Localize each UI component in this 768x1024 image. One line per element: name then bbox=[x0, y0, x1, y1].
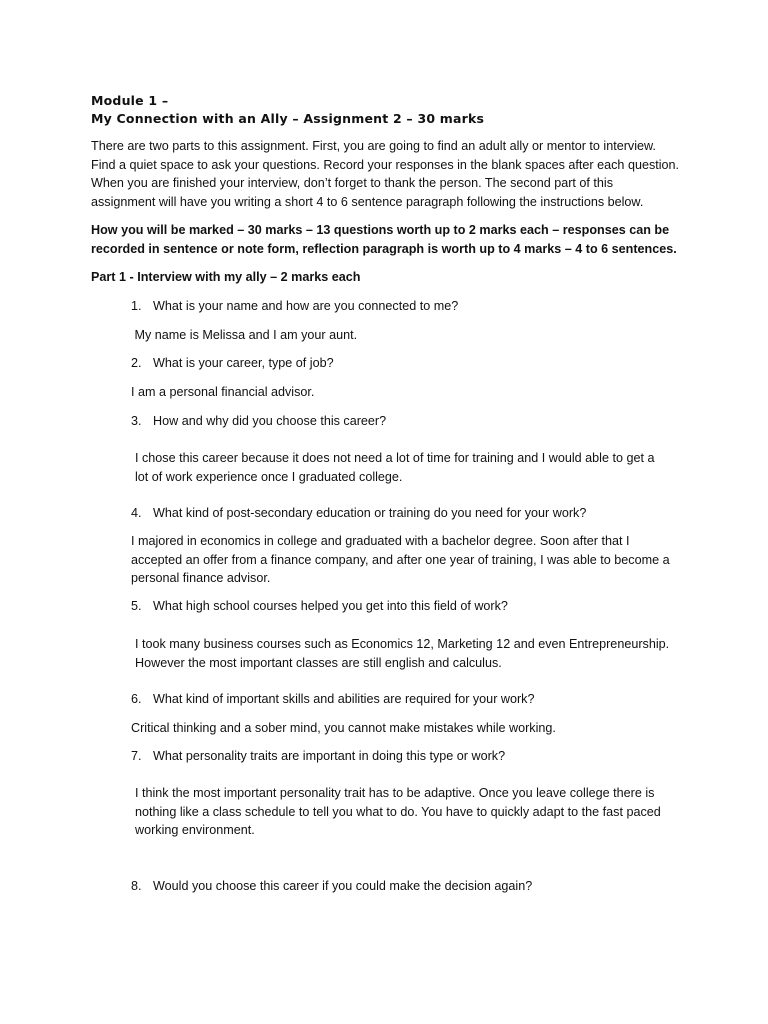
question-text: What high school courses helped you get into this field of work? bbox=[153, 599, 508, 613]
answer-line: personal finance advisor. bbox=[131, 571, 271, 586]
answer-line: working environment. bbox=[135, 823, 255, 838]
question-1 bbox=[131, 297, 691, 316]
question-number: 3. bbox=[131, 414, 142, 428]
question-number: 8. bbox=[131, 879, 142, 893]
question-text: What kind of post-secondary education or training do you need for your work? bbox=[153, 506, 587, 520]
question-8 bbox=[131, 877, 691, 896]
question-number: 2. bbox=[131, 356, 142, 370]
answer-line: accepted an offer from a finance company, and after one year of training, I was able to become a bbox=[131, 552, 670, 567]
question-text: Would you choose this career if you could make the decision again? bbox=[153, 879, 533, 893]
answer-line: I chose this career because it does not need a lot of time for training and I would able to get a bbox=[135, 451, 655, 465]
answer-5 bbox=[135, 635, 695, 672]
answer-line: I am a personal financial advisor. bbox=[131, 385, 315, 399]
module-title: Module 1 – bbox=[91, 93, 169, 108]
question-text: What kind of important skills and abilities are required for your work? bbox=[153, 692, 535, 706]
answer-2 bbox=[131, 383, 691, 402]
marking-line: recorded in sentence or note form, reflection paragraph is worth up to 4 marks – 4 to 6 sentences. bbox=[91, 241, 677, 256]
intro-line: There are two parts to this assignment. First, you are going to find an adult ally or mentor to interview. bbox=[91, 139, 656, 153]
answer-7 bbox=[135, 784, 695, 840]
question-text: What is your career, type of job? bbox=[153, 356, 334, 370]
answer-line: However the most important classes are still english and calculus. bbox=[135, 655, 502, 670]
intro-paragraph bbox=[91, 137, 691, 211]
question-number: 6. bbox=[131, 692, 142, 706]
intro-line: When you are finished your interview, don’t forget to thank the person. The second part of this bbox=[91, 176, 614, 191]
question-number: 7. bbox=[131, 749, 142, 763]
assignment-title: My Connection with an Ally – Assignment 2 – 30 marks bbox=[91, 111, 485, 126]
question-5 bbox=[131, 597, 691, 616]
marking-paragraph bbox=[91, 221, 691, 258]
marking-line: How you will be marked – 30 marks – 13 questions worth up to 2 marks each – responses can be bbox=[91, 223, 670, 237]
answer-line: lot of work experience once I graduated college. bbox=[135, 469, 403, 484]
question-7 bbox=[131, 747, 691, 766]
part1-title: Part 1 - Interview with my ally – 2 marks each bbox=[91, 270, 361, 284]
question-4 bbox=[131, 504, 691, 523]
answer-line: I think the most important personality trait has to be adaptive. Once you leave college there is bbox=[135, 786, 655, 800]
question-number: 1. bbox=[131, 299, 142, 313]
intro-line: assignment will have you writing a short 4 to 6 sentence paragraph following the instructions below. bbox=[91, 194, 644, 209]
answer-line: I majored in economics in college and graduated with a bachelor degree. Soon after that I bbox=[131, 534, 630, 548]
question-6 bbox=[131, 690, 691, 709]
answer-4 bbox=[131, 532, 691, 588]
answer-line: My name is Melissa and I am your aunt. bbox=[131, 328, 358, 342]
question-number: 4. bbox=[131, 506, 142, 520]
answer-6 bbox=[131, 719, 691, 738]
question-text: How and why did you choose this career? bbox=[153, 414, 387, 428]
answer-1 bbox=[131, 326, 691, 345]
answer-line: I took many business courses such as Economics 12, Marketing 12 and even Entrepreneurship. bbox=[135, 637, 670, 651]
intro-line: Find a quiet space to ask your questions. Record your responses in the blank spaces after each question. bbox=[91, 157, 680, 172]
answer-3 bbox=[135, 449, 695, 486]
question-number: 5. bbox=[131, 599, 142, 613]
answer-line: nothing like a class schedule to tell you what to do. You have to quickly adapt to the fast paced bbox=[135, 804, 661, 819]
question-3 bbox=[131, 412, 691, 431]
answer-line: Critical thinking and a sober mind, you cannot make mistakes while working. bbox=[131, 721, 556, 735]
question-text: What is your name and how are you connected to me? bbox=[153, 299, 459, 313]
question-2 bbox=[131, 354, 691, 373]
question-text: What personality traits are important in doing this type or work? bbox=[153, 749, 506, 763]
